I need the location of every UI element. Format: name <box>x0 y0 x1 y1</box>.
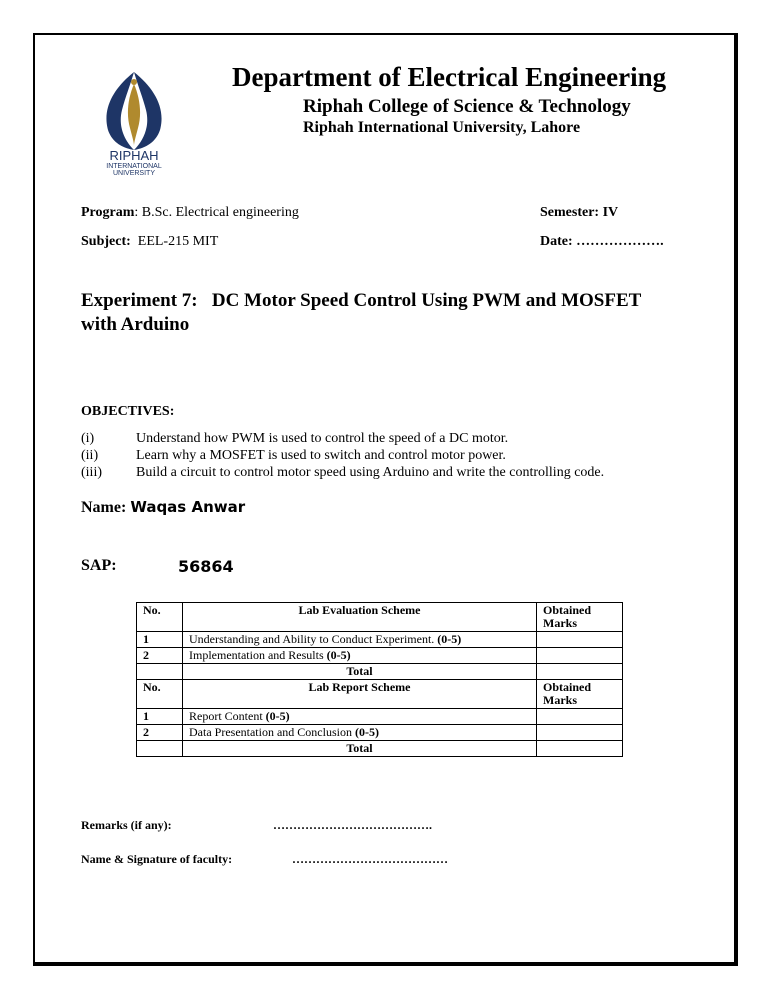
criterion-text: Implementation and Results <box>189 648 324 662</box>
subject-value: EEL-215 MIT <box>130 234 219 249</box>
student-name-value: Waqas Anwar <box>130 498 246 516</box>
table-total-row <box>137 741 623 757</box>
row-number: 2 <box>137 648 183 664</box>
objective-text: Understand how PWM is used to control the speed of a DC motor. <box>136 431 509 446</box>
logo-emblem-center <box>128 84 140 146</box>
university-title: Riphah International University, Lahore <box>303 119 581 136</box>
empty-cell <box>137 741 183 757</box>
evaluation-table <box>136 602 623 757</box>
table-row <box>137 709 623 725</box>
table-row <box>137 648 623 664</box>
no-header: No. <box>137 603 183 632</box>
subject-label: Subject: <box>81 234 131 249</box>
total-marks-cell[interactable] <box>537 741 623 757</box>
program-label: Program <box>81 205 135 220</box>
college-title: Riphah College of Science & Technology <box>303 96 631 117</box>
experiment-title-line1: Experiment 7: DC Motor Speed Control Using PWM and MOSFET <box>81 290 642 311</box>
no-header: No. <box>137 680 183 709</box>
report-scheme-header: Lab Report Scheme <box>183 680 537 709</box>
table-row <box>137 632 623 648</box>
sap-value: 56864 <box>178 557 234 576</box>
table-row <box>137 725 623 741</box>
table-header-row <box>137 603 623 632</box>
student-name-label: Name: <box>81 499 127 516</box>
signature-label: Name & Signature of faculty: <box>81 852 233 866</box>
subject-line <box>81 234 218 250</box>
logo-text-university: UNIVERSITY <box>112 170 156 176</box>
objectives-heading: OBJECTIVES: <box>81 404 175 419</box>
eval-scheme-header: Lab Evaluation Scheme <box>183 603 537 632</box>
row-criterion <box>183 648 537 664</box>
semester-label: Semester: IV <box>540 205 619 220</box>
row-number: 1 <box>137 632 183 648</box>
row-number: 1 <box>137 709 183 725</box>
empty-cell <box>137 664 183 680</box>
obtained-marks-cell[interactable] <box>537 648 623 664</box>
logo-text-riphah: RIPHAH <box>109 148 159 163</box>
riphah-logo <box>84 64 184 176</box>
logo-text-international: INTERNATIONAL <box>106 163 162 170</box>
table-total-row <box>137 664 623 680</box>
criterion-marks: (0-5) <box>354 725 379 739</box>
total-label: Total <box>183 664 537 680</box>
row-criterion <box>183 632 537 648</box>
criterion-text: Data Presentation and Conclusion <box>189 725 352 739</box>
objective-text: Build a circuit to control motor speed using Arduino and write the controlling code. <box>136 465 605 480</box>
experiment-title-line2: with Arduino <box>81 314 190 335</box>
student-name-line <box>81 498 245 517</box>
criterion-marks: (0-5) <box>265 709 290 723</box>
objective-text: Learn why a MOSFET is used to switch and control motor power. <box>136 448 506 463</box>
obtained-marks-header: Obtained Marks <box>537 680 623 709</box>
criterion-text: Understanding and Ability to Conduct Experiment. <box>189 632 435 646</box>
obtained-marks-cell[interactable] <box>537 725 623 741</box>
obtained-marks-cell[interactable] <box>537 709 623 725</box>
date-label: Date: ………………. <box>540 234 664 249</box>
criterion-text: Report Content <box>189 709 263 723</box>
total-marks-cell[interactable] <box>537 664 623 680</box>
obtained-marks-cell[interactable] <box>537 632 623 648</box>
row-number: 2 <box>137 725 183 741</box>
criterion-marks: (0-5) <box>326 648 351 662</box>
total-label: Total <box>183 741 537 757</box>
logo-emblem-dot <box>131 79 137 85</box>
remarks-label: Remarks (if any): <box>81 818 172 832</box>
table-header-row <box>137 680 623 709</box>
criterion-marks: (0-5) <box>437 632 462 646</box>
row-criterion <box>183 709 537 725</box>
obtained-marks-header: Obtained Marks <box>537 603 623 632</box>
remarks-dots[interactable]: …………………………………. <box>273 818 432 832</box>
objective-num: (i) <box>81 431 95 446</box>
department-title: Department of Electrical Engineering <box>232 62 667 92</box>
program-line <box>81 205 299 221</box>
signature-dots[interactable]: ………………………………… <box>292 852 448 866</box>
objective-num: (iii) <box>81 465 102 480</box>
sap-label: SAP: <box>81 557 117 574</box>
program-value: : B.Sc. Electrical engineering <box>134 205 299 220</box>
row-criterion <box>183 725 537 741</box>
objective-num: (ii) <box>81 448 99 463</box>
